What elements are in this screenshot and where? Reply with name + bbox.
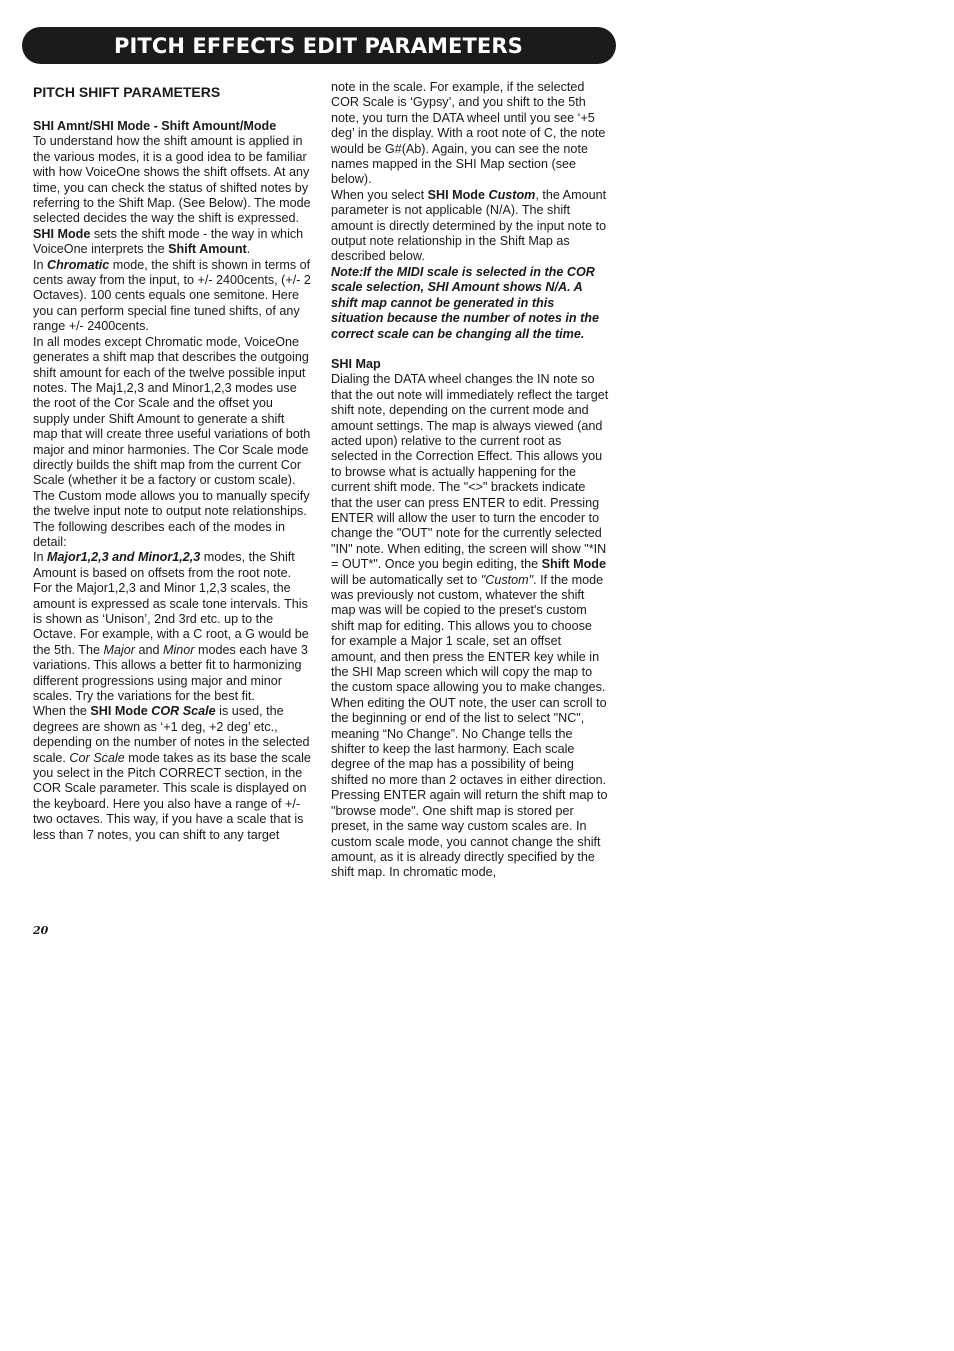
text-run: is used, the degrees are shown as ‘+1 deg, +2 deg’ etc., depending on the number of notes in the selected scale. bbox=[33, 704, 310, 765]
bold-run: Shift Mode bbox=[541, 557, 606, 572]
text-run: When the bbox=[33, 704, 91, 719]
paragraph-gypsy-example: note in the scale. For example, if the selected COR Scale is ‘Gypsy’, and you shift to the 5th note, you turn the DATA wheel until you see ‘+5 deg’ in the display. With a root note of C, the note would be G#(Ab). Again, you can see the note names mapped in the SHI Map section (see below). bbox=[331, 80, 606, 187]
text-run: In bbox=[33, 550, 48, 565]
italic-run: Cor Scale bbox=[69, 750, 125, 765]
paragraph-shift-map-modes: In all modes except Chromatic mode, VoiceOne generates a shift map that describes the outgoing shift amount for each of the twelve possible input notes. The Maj1,2,3 and Minor1,2,3 modes use the root of the Cor Scale and the offset you supply under Shift Amount to generate a shift map that will create three useful variations of both major and minor harmonies. The Cor Scale mode directly builds the shift map from the current Cor Scale (whether it be a factory or custom scale). The Custom mode allows you to manually specify the twelve input note to output note relationships. The following describes each of the modes in detail: bbox=[33, 334, 311, 549]
text-run: modes each have 3 variations. This allows a better fit to harmonizing different progressions using major and minor scales. Try the variations for the best fit. bbox=[33, 642, 308, 704]
text-run: To understand how the shift amount is applied in the various modes, it is a good idea to be familiar with how VoiceOne shows the shift offsets. At any time, you can check the status of shifted notes by referring to the Shift Map. (See Below). The mode selected decides the way the shift is expressed. bbox=[33, 134, 311, 226]
sub-heading-shi-amnt-mode: SHI Amnt/SHI Mode - Shift Amount/Mode bbox=[33, 119, 277, 133]
text-run: When you select bbox=[331, 187, 428, 202]
bold-run: SHI Mode bbox=[33, 226, 91, 241]
bold-italic-run: Major1,2,3 and Minor1,2,3 bbox=[47, 550, 201, 565]
text-run: mode, the shift is shown in terms of cents away from the input, to +/- 2400cents, (+/- 2 Octaves). 100 cents equals one semitone. Here you can perform special fine tuned shifts, of any range +/- 2400cents. bbox=[33, 257, 311, 334]
text-run: , the Amount parameter is not applicable (N/A). The shift amount is directly determined by the input note to output note relationship in the Shift Map as described below. bbox=[331, 187, 607, 264]
sub-heading-shi-map: SHI Map bbox=[331, 356, 381, 371]
right-column bbox=[331, 80, 609, 881]
text-run: Dialing the DATA wheel changes the IN note so that the out note will immediately reflect the target shift note, depending on the current mode and amount settings. The map is always viewed (and acted upon) relative to the current root as selected in the Correction Effect. This allows you to browse what is actually happening for the current shift mode. The "<>" brackets indicate that the user can press ENTER to edit. Pressing ENTER will allow the user to turn the encoder to change the "OUT" note for the currently selected "IN" note. When editing, the screen will show "*IN = OUT*". Once you begin editing, the bbox=[331, 372, 609, 572]
paragraph-chromatic bbox=[33, 258, 311, 335]
paragraph-custom-mode bbox=[331, 188, 609, 265]
text-run: In bbox=[33, 257, 48, 272]
bold-italic-run: COR Scale bbox=[151, 704, 216, 719]
text-run: and bbox=[134, 642, 163, 657]
text-run: . If the mode was previously not custom, whatever the shift map was will be copied to the preset's custom shift map for editing. This allows you to choose for example a Major 1 scale, set an offset amount, and then press the ENTER key while in the SHI Map screen which will copy the map to the custom space allowing you to make changes. When editing the OUT note, the user can scroll to the beginning or end of the list to select "NC", meaning “No Change”. No Change tells the shifter to keep the last harmony. Each scale degree of the map has a possibility of being shifted no more than 2 octaves in either direction. Pressing ENTER again will return the shift map to "browse mode". One shift map is stored per preset, in the same way custom scales are. In custom scale mode, you cannot change the shift amount, as it is already directly specified by the shift map. In chromatic mode, bbox=[331, 572, 608, 880]
italic-run: "Custom" bbox=[480, 572, 534, 587]
left-column bbox=[33, 80, 311, 843]
bold-run: Shift Amount bbox=[168, 242, 247, 257]
bold-run: SHI Mode bbox=[427, 187, 485, 202]
page-title: PITCH EFFECTS EDIT PARAMETERS bbox=[114, 34, 523, 58]
text-run: modes, the Shift Amount is based on offsets from the root note. For the Major1,2,3 and Minor 1,2,3 scales, the amount is expressed as scale tone intervals. This is shown as ‘Unison’, 2nd 3rd etc. up to the Octave. For example, with a C root, a G would be the 5th. The bbox=[33, 550, 309, 657]
page-title-bar bbox=[22, 27, 616, 64]
text-run: mode takes as its base the scale you select in the Pitch CORRECT section, in the COR Scale parameter. This scale is displayed on the keyboard. Here you also have a range of +/- two octaves. This way, if you have a scale that is less than 7 notes, you can shift to any target bbox=[33, 750, 311, 842]
italic-run: Minor bbox=[163, 642, 195, 657]
spacer bbox=[331, 342, 609, 357]
page-number: 20 bbox=[33, 924, 49, 937]
bold-run: SHI Mode bbox=[90, 704, 148, 719]
paragraph-shi-map bbox=[331, 372, 609, 880]
text-run: sets the shift mode - the way in which VoiceOne interprets the bbox=[33, 226, 304, 257]
paragraph-major-minor bbox=[33, 550, 311, 704]
paragraph-shift-intro bbox=[33, 134, 311, 257]
bold-italic-run: Chromatic bbox=[47, 257, 110, 272]
text-run: . bbox=[246, 242, 251, 257]
bold-italic-run: Custom bbox=[488, 187, 536, 202]
text-run: will be automatically set to bbox=[331, 572, 481, 587]
paragraph-cor-scale bbox=[33, 704, 311, 843]
note-text: Note:If the MIDI scale is selected in the COR scale selection, SHI Amount shows N/A. A shift map cannot be generated in this situation because the number of notes in the correct scale can be changing all the time. bbox=[331, 264, 599, 341]
section-heading: PITCH SHIFT PARAMETERS bbox=[33, 84, 221, 100]
note-midi-scale bbox=[331, 265, 609, 342]
italic-run: Major bbox=[103, 642, 135, 657]
